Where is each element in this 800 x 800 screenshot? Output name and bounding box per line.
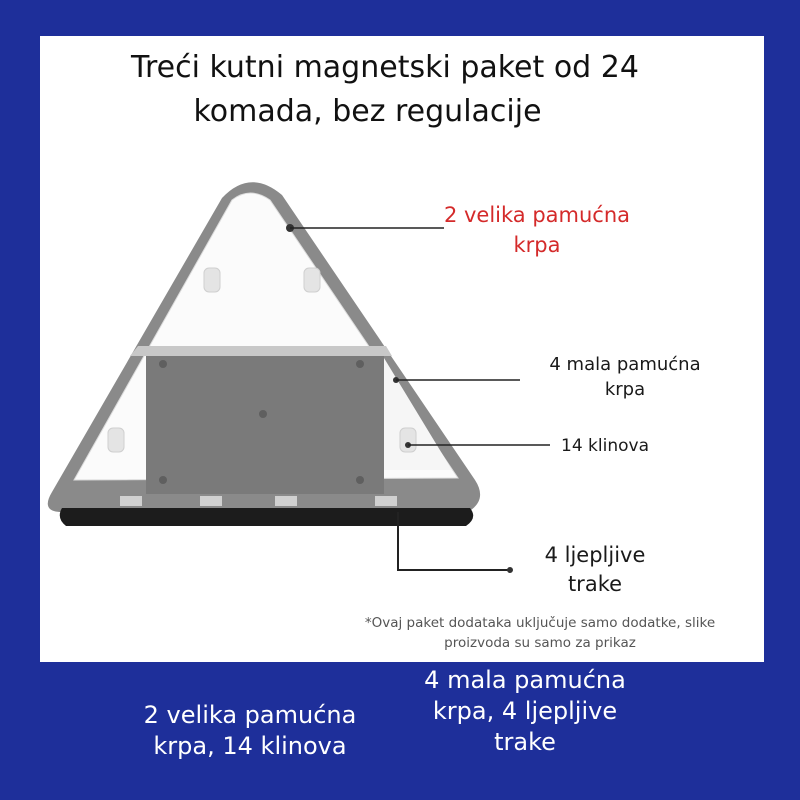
plate-screw <box>356 360 364 368</box>
plate-screw <box>259 410 267 418</box>
magnet-plate <box>146 356 384 494</box>
bottom-caption-left: 2 velika pamućna krpa, 14 klinova <box>143 701 357 760</box>
callout-small-cloths: 4 mala pamućna krpa <box>549 354 701 400</box>
bottom-caption-right: 4 mala pamućna krpa, 4 ljepljive trake <box>424 666 626 756</box>
plate-screw <box>356 476 364 484</box>
clip <box>200 496 222 506</box>
suction-cup <box>108 428 124 452</box>
plate-screw <box>159 360 167 368</box>
callout-dot <box>507 567 513 573</box>
suction-cup <box>400 428 416 452</box>
plate-screw <box>159 476 167 484</box>
title-line-1: Treći kutni magnetski paket od 24 <box>131 50 639 85</box>
callout-tapes: 4 ljepljive trake <box>544 543 646 596</box>
clip <box>375 496 397 506</box>
callout-large-cloths: 2 velika pamućna krpa <box>443 203 631 257</box>
callout-wedges: 14 klinova <box>561 436 649 456</box>
clip <box>120 496 142 506</box>
suction-cup <box>204 268 220 292</box>
cloth-ledge <box>130 346 392 356</box>
rubber-strip <box>60 508 473 526</box>
suction-cup <box>304 268 320 292</box>
title-line-2: komada, bez regulacije <box>193 94 542 129</box>
clip <box>275 496 297 506</box>
disclaimer-note: *Ovaj paket dodataka uključuje samo dodatke, slike proizvoda su samo za prikaz <box>364 615 716 651</box>
